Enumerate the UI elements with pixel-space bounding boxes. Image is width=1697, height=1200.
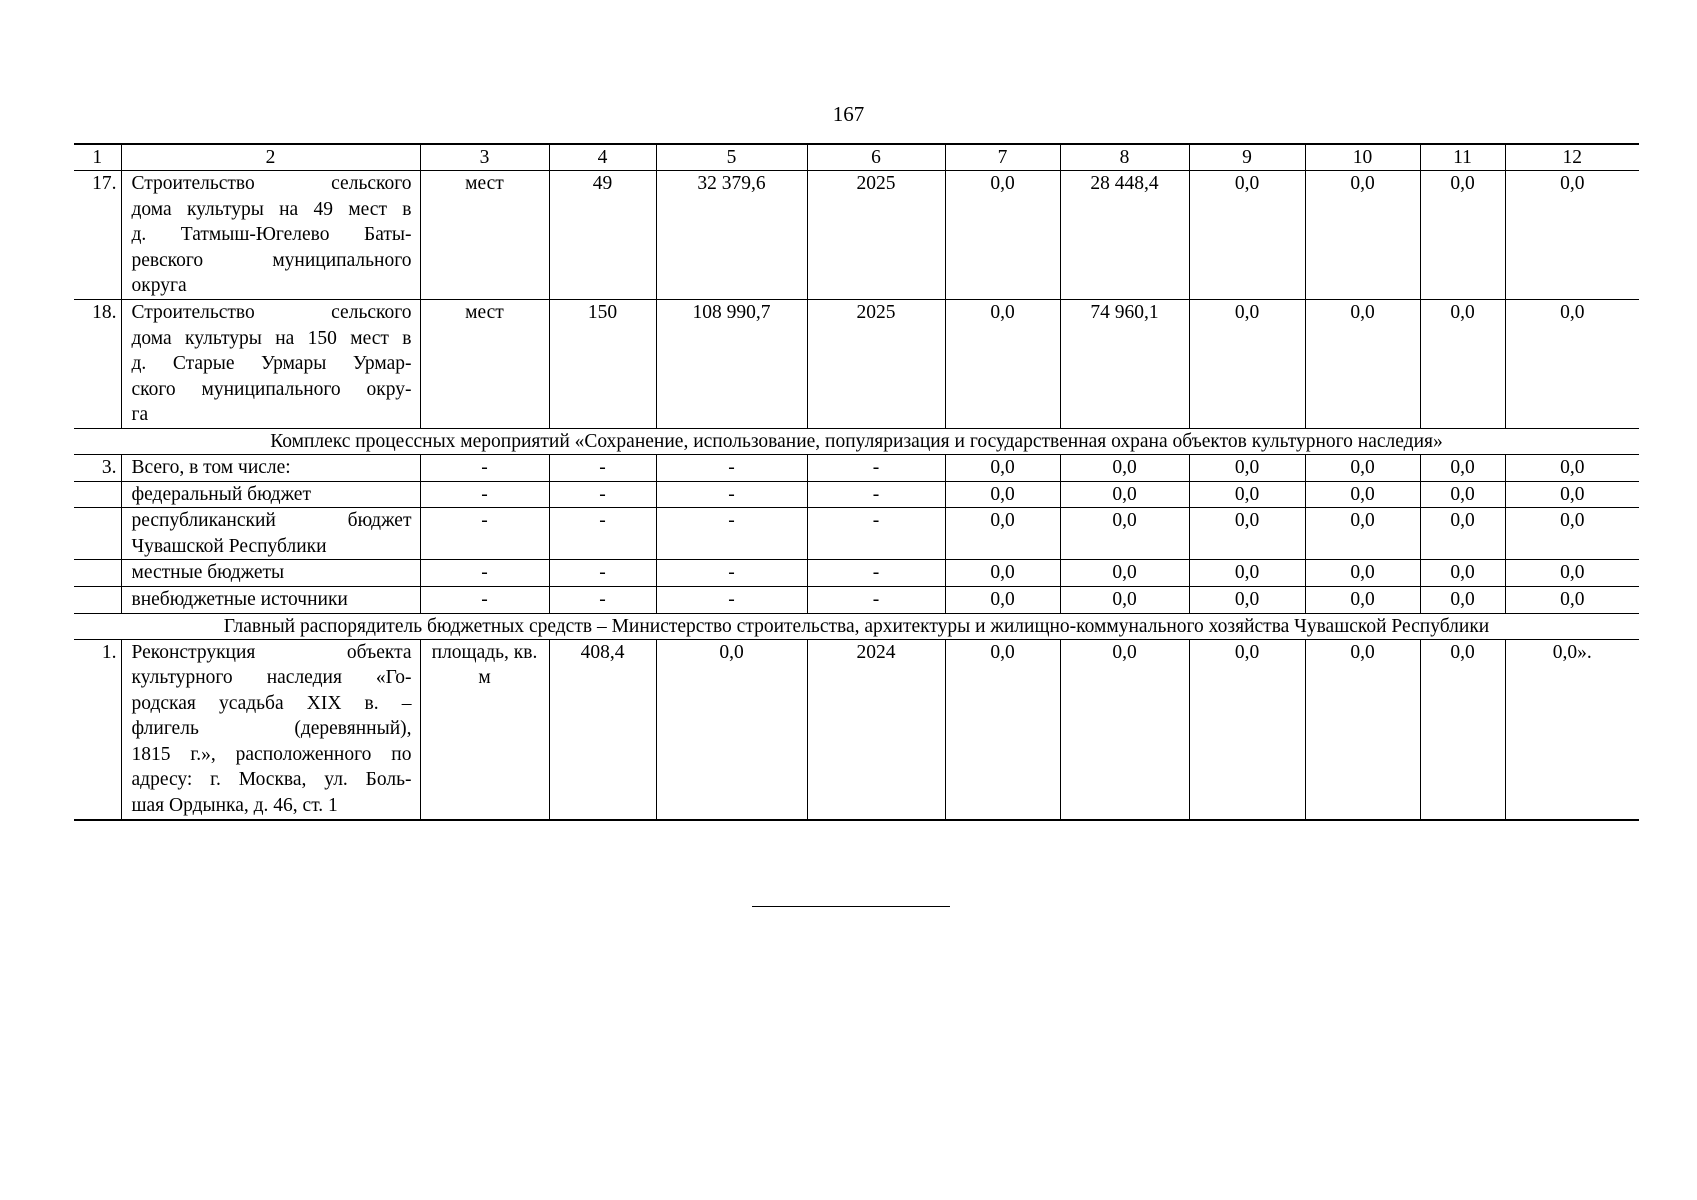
section-heading: Комплекс процессных мероприятий «Сохранение, использование, популяризация и государственная охрана объектов культурного наследия» <box>74 428 1639 454</box>
value-cell-c5: - <box>656 560 807 587</box>
value-cell-c9: 0,0 <box>1189 454 1305 481</box>
item-name-line: Чувашской Республики <box>131 535 327 557</box>
value-cell-c10: 0,0 <box>1305 560 1420 587</box>
value-cell-c12: 0,0 <box>1505 586 1639 613</box>
row-number-cell <box>74 481 121 508</box>
value-cell-c5: - <box>656 586 807 613</box>
column-number-cell: 7 <box>945 144 1060 171</box>
value-cell-c12: 0,0 <box>1505 454 1639 481</box>
value-cell-c11: 0,0 <box>1420 586 1505 613</box>
value-cell-c7: 0,0 <box>945 586 1060 613</box>
item-name-line: ского муниципального окру- <box>131 378 412 400</box>
column-number-cell: 12 <box>1505 144 1639 171</box>
value-cell-c8: 28 448,4 <box>1060 171 1189 300</box>
value-cell-c12: 0,0». <box>1505 639 1639 820</box>
row-number-cell <box>74 586 121 613</box>
section-heading: Главный распорядитель бюджетных средств – Министерство строительства, архитектуры и жилищно-коммунального хозяйства Чувашской Республики <box>74 613 1639 639</box>
value-cell-c7: 0,0 <box>945 508 1060 560</box>
value-cell-c11: 0,0 <box>1420 560 1505 587</box>
item-name-cell <box>121 481 420 508</box>
value-cell-c11: 0,0 <box>1420 299 1505 428</box>
item-name-line: внебюджетные источники <box>131 588 348 610</box>
item-name-line: республиканский бюджет <box>131 510 412 532</box>
column-number-cell: 4 <box>549 144 656 171</box>
column-number-cell: 5 <box>656 144 807 171</box>
value-cell-c8: 74 960,1 <box>1060 299 1189 428</box>
table-row <box>74 454 1639 481</box>
item-name-cell <box>121 171 420 300</box>
value-cell-c12: 0,0 <box>1505 171 1639 300</box>
value-cell-c7: 0,0 <box>945 639 1060 820</box>
value-cell-c12: 0,0 <box>1505 481 1639 508</box>
value-cell-c8: 0,0 <box>1060 454 1189 481</box>
value-cell-c10: 0,0 <box>1305 508 1420 560</box>
value-cell-c10: 0,0 <box>1305 454 1420 481</box>
value-cell-c5: - <box>656 481 807 508</box>
value-cell-c9: 0,0 <box>1189 299 1305 428</box>
item-name-line: флигель (деревянный), <box>131 718 412 740</box>
item-name-cell <box>121 586 420 613</box>
value-cell-c6: 2024 <box>807 639 945 820</box>
item-name-line: д. Старые Урмары Урмар- <box>131 353 412 375</box>
table-row <box>74 639 1639 820</box>
value-cell-c8: 0,0 <box>1060 508 1189 560</box>
row-number-cell <box>74 560 121 587</box>
table-row <box>74 560 1639 587</box>
item-name-line: Всего, в том числе: <box>131 456 291 478</box>
item-name-cell <box>121 454 420 481</box>
value-cell-c11: 0,0 <box>1420 454 1505 481</box>
column-number-cell: 1 <box>74 144 121 171</box>
value-cell-c8: 0,0 <box>1060 481 1189 508</box>
budget-table <box>74 143 1639 821</box>
item-name-line: Реконструкция объекта <box>131 641 412 663</box>
value-cell-c6: - <box>807 454 945 481</box>
unit-cell: площадь, кв. м <box>420 639 549 820</box>
value-cell-c9: 0,0 <box>1189 639 1305 820</box>
unit-cell: мест <box>420 171 549 300</box>
row-number-cell: 17. <box>74 171 121 300</box>
unit-cell: - <box>420 481 549 508</box>
item-name-cell <box>121 299 420 428</box>
value-cell-c5: 0,0 <box>656 639 807 820</box>
value-cell-c6: 2025 <box>807 171 945 300</box>
unit-cell: - <box>420 454 549 481</box>
item-name-line: Строительство сельского <box>131 301 412 323</box>
column-number-cell: 11 <box>1420 144 1505 171</box>
value-cell-c4: - <box>549 560 656 587</box>
item-name-cell <box>121 560 420 587</box>
value-cell-c8: 0,0 <box>1060 560 1189 587</box>
value-cell-c6: 2025 <box>807 299 945 428</box>
item-name-line: культурного наследия «Го- <box>131 667 412 689</box>
table-row <box>74 481 1639 508</box>
value-cell-c9: 0,0 <box>1189 586 1305 613</box>
item-name-line: 1815 г.», расположенного по <box>131 743 412 765</box>
value-cell-c5: 32 379,6 <box>656 171 807 300</box>
row-number-cell: 1. <box>74 639 121 820</box>
value-cell-c11: 0,0 <box>1420 639 1505 820</box>
value-cell-c7: 0,0 <box>945 299 1060 428</box>
value-cell-c4: 408,4 <box>549 639 656 820</box>
section-row <box>74 613 1639 639</box>
item-name-line: дома культуры на 49 мест в <box>131 198 412 220</box>
value-cell-c8: 0,0 <box>1060 639 1189 820</box>
item-name-cell <box>121 508 420 560</box>
value-cell-c12: 0,0 <box>1505 508 1639 560</box>
item-name-line: га <box>131 404 149 426</box>
footer-rule <box>752 906 950 907</box>
item-name-line: федеральный бюджет <box>131 483 311 505</box>
value-cell-c6: - <box>807 508 945 560</box>
column-number-cell: 9 <box>1189 144 1305 171</box>
value-cell-c7: 0,0 <box>945 481 1060 508</box>
value-cell-c9: 0,0 <box>1189 481 1305 508</box>
value-cell-c5: 108 990,7 <box>656 299 807 428</box>
unit-cell: - <box>420 560 549 587</box>
column-number-row <box>74 144 1639 171</box>
column-number-cell: 3 <box>420 144 549 171</box>
value-cell-c11: 0,0 <box>1420 171 1505 300</box>
value-cell-c4: - <box>549 508 656 560</box>
value-cell-c10: 0,0 <box>1305 639 1420 820</box>
value-cell-c12: 0,0 <box>1505 299 1639 428</box>
column-number-cell: 2 <box>121 144 420 171</box>
item-name-line: Строительство сельского <box>131 173 412 194</box>
value-cell-c10: 0,0 <box>1305 586 1420 613</box>
value-cell-c10: 0,0 <box>1305 171 1420 300</box>
value-cell-c4: 150 <box>549 299 656 428</box>
value-cell-c4: - <box>549 454 656 481</box>
item-name-line: местные бюджеты <box>131 562 285 584</box>
row-number-cell: 3. <box>74 454 121 481</box>
value-cell-c9: 0,0 <box>1189 508 1305 560</box>
table-row <box>74 299 1639 428</box>
value-cell-c9: 0,0 <box>1189 171 1305 300</box>
value-cell-c12: 0,0 <box>1505 560 1639 587</box>
unit-cell: мест <box>420 299 549 428</box>
unit-cell: - <box>420 586 549 613</box>
table-body <box>74 144 1639 820</box>
item-name-line: дома культуры на 150 мест в <box>131 327 412 349</box>
item-name-line: д. Татмыш-Югелево Баты- <box>131 224 412 246</box>
column-number-cell: 10 <box>1305 144 1420 171</box>
value-cell-c9: 0,0 <box>1189 560 1305 587</box>
value-cell-c4: - <box>549 586 656 613</box>
value-cell-c5: - <box>656 454 807 481</box>
item-name-cell <box>121 639 420 820</box>
value-cell-c10: 0,0 <box>1305 299 1420 428</box>
value-cell-c7: 0,0 <box>945 560 1060 587</box>
value-cell-c7: 0,0 <box>945 454 1060 481</box>
value-cell-c11: 0,0 <box>1420 508 1505 560</box>
table-row <box>74 586 1639 613</box>
item-name-line: шая Ордынка, д. 46, ст. 1 <box>131 795 338 817</box>
value-cell-c8: 0,0 <box>1060 586 1189 613</box>
value-cell-c10: 0,0 <box>1305 481 1420 508</box>
item-name-line: ревского муниципального <box>131 249 412 271</box>
unit-cell: - <box>420 508 549 560</box>
item-name-line: округа <box>131 275 187 297</box>
column-number-cell: 8 <box>1060 144 1189 171</box>
value-cell-c7: 0,0 <box>945 171 1060 300</box>
column-number-cell: 6 <box>807 144 945 171</box>
section-row <box>74 428 1639 454</box>
value-cell-c6: - <box>807 586 945 613</box>
table-row <box>74 171 1639 300</box>
item-name-line: адресу: г. Москва, ул. Боль- <box>131 769 412 791</box>
row-number-cell: 18. <box>74 299 121 428</box>
value-cell-c4: 49 <box>549 171 656 300</box>
table-row <box>74 508 1639 560</box>
value-cell-c6: - <box>807 560 945 587</box>
row-number-cell <box>74 508 121 560</box>
item-name-line: родская усадьба XIX в. – <box>131 692 412 714</box>
value-cell-c4: - <box>549 481 656 508</box>
value-cell-c5: - <box>656 508 807 560</box>
value-cell-c11: 0,0 <box>1420 481 1505 508</box>
page-number: 167 <box>832 102 865 126</box>
value-cell-c6: - <box>807 481 945 508</box>
